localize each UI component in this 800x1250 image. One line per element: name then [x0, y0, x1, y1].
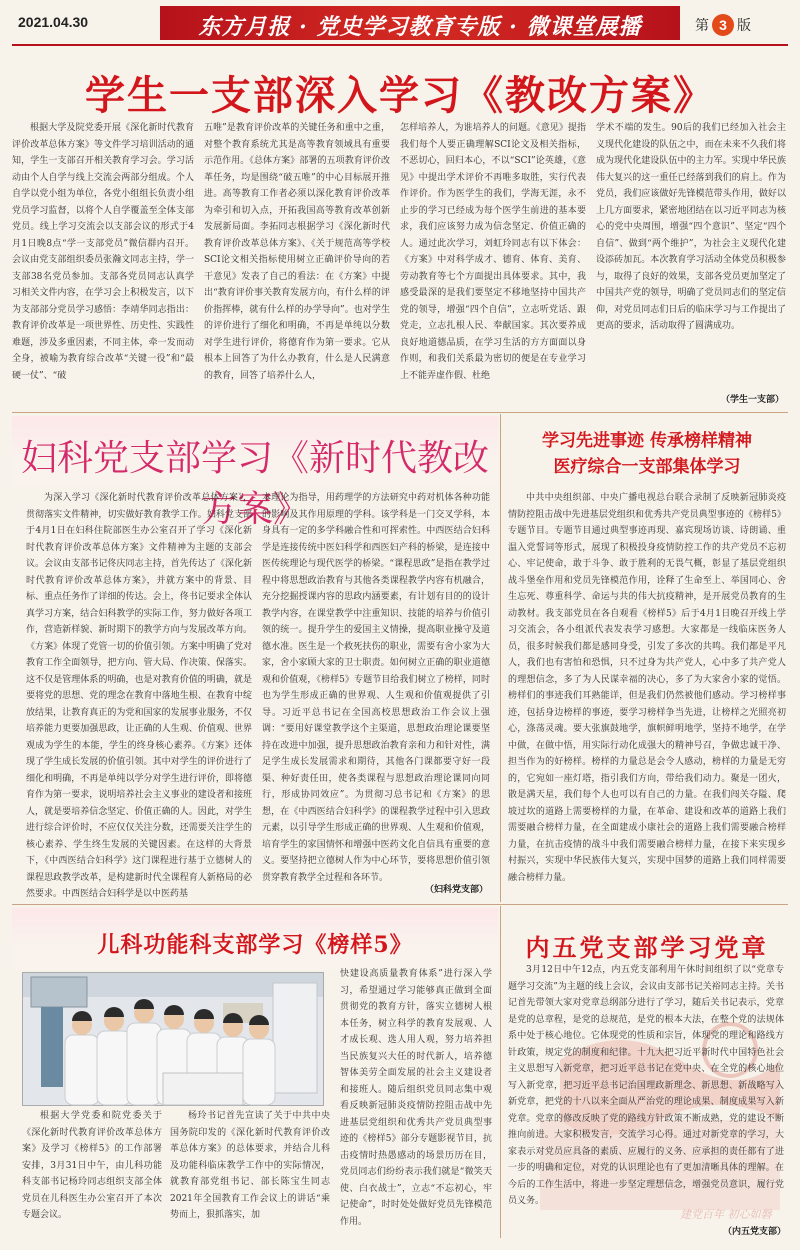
group-photo — [22, 972, 324, 1106]
article1-column-3 — [400, 120, 586, 410]
article5-title: 内五党支部学习党章 — [525, 933, 769, 962]
header-divider — [12, 44, 788, 46]
article1-title: 学生一支部深入学习《教改方案》 — [85, 72, 715, 119]
article4-title: 儿科功能科支部学习《榜样5》 — [97, 932, 413, 958]
article2-col2-text: 本理论为指导，用药理学的方法研究中药对机体各种功能的影响及其作用原理的学科。该学科是一门交叉学科，本身具有一定的多学科融合性和可挥索性。中西医结合妇科学是连接传统中医妇科学和西医妇产科的桥梁，是连接中医传统理论与现代医学的桥梁。“课程思政”是指在教学过程中将思想政治教育与其他各类课程教学内容有机融合，充分挖掘授课内容的思政内涵要素，有计划有目的的设计教学内容，在课堂教学中注重知识、技能的培养与价值引领的统一。提升学生的爱国主义情操，提高职业操守及道德水准。医生是一个救死扶伤的职业，需要有舍小家为大家，舍小家顾大家的卫士职责。如何树立正确的职业道德观和价值观，《榜样5》专题节目给我们树立了榜样，同时也为学生形成正确的世界观、人生观和价值观提供了引导。习近平总书记在全国高校思想政治工作会议上强调：“要用好课堂教学这个主渠道，思想政治理论课要坚持在改进中加强，提升思想政治教育亲和力和针对性，满足学生成长发展需求和期待，其他各门课都要守好一段渠、种好责任田，使各类课程与思想政治理论课同向同行，形成协同效应”。为贯彻习总书记和《方案》的思想，在《中西医结合妇科学》的课程教学过程中引入思政元素，以引导学生形成正确的世界观、人生观和价值观，培育学生的家国情怀和增强中医药文化自信具有重要的意义。要坚持把立德树人作为中心环节，要将思想价值引领贯穿教育教学全过程和各环节。 — [262, 493, 490, 883]
article3-body-text: 中共中央组织部、中央广播电视总台联合录制了反映新冠肺炎疫情防控阻击战中先进基层党组织和优秀共产党员典型事迹的《榜样5》专题节目。专题节目通过典型事迹再现、嘉宾现场访谈、诗朗诵、重温入党誓词等形式，展现了积极投身疫情防控工作的共产党员不忘初心、牢记使命，敢于斗争、敢于胜利的无畏气概，彰显了基层党组织战斗堡垒作用和党员先锋模范作用，诠释了生命至上、举国同心、舍生忘死、尊重科学、命运与共的伟大抗疫精神，是开展党员教育的生动教材。我支部党员在各自观看《榜样5》后于4月1日晚召开线上学习交流会，各小组派代表发表学习感想。大家都是一线临床医务人员，很多时候我们都是感同身受，引发了多次的共鸣。我们都是平凡人，我们也有害怕和恐惧，只不过身为共产党人，心中多了共产党人的理想信念，多了为人民谋幸福的决心，多了为大家舍小家的觉悟。榜样们的事迹我们耳熟能详，但是我们仍然被他们感动。学习榜样事迹，包括身边榜样的事迹，要学习榜样争当先进，让榜样之光照亮初心，涤荡灵魂。要大张旗鼓地学，旗帜鲜明地学，坚持不地学，在学中做，在做中悟，用实际行动化成强大的精神号召，争做忠诚干净、担当作为的好榜样。榜样的力量总是会令人感动，榜样的力量是无穷的，它宛如一座灯塔，指引我们方向，带给我们动力。聚是一团火，散是满天星，我们每个人也可以有自己的力量。在我们闯关夺隘、爬坡过坎的道路上需要榜样的力量，在革命、建设和改革的道路上我们需要融合榜样力量，在全面建成小康社会的道路上我们需要融合榜样力量，在抗击疫情的战斗中我们需要融合榜样力量，在接下来实现乡村振兴，实现中华民族伟大复兴，实现中国梦的道路上我们同样需要融合榜样力量。 — [508, 493, 786, 883]
divider-1 — [12, 412, 788, 413]
article4-col2-text: 杨玲书记首先宣读了关于中共中央国务院印发的《深化新时代教育评价改革总体方案》的总体要求，并结合儿科及功能科临床教学工作中的实际情况，就教育部党组书记、部长陈宝生同志2021年全国教育工作会议上的讲话“乘势而上，狠抓落实，加 — [170, 1111, 330, 1220]
article1-col1-text: 根据大学及院党委开展《深化新时代教育评价改革总体方案》等文件学习培训活动的通知，学生一支部召开相关教育学习会。学习活动由个人自学与线上交流会两部分组成。个人自学以党小组为单位，各党小组组长负责小组党员学习监督，以将个人自学覆盖至全体支部党员。线上学习交流会以支部会议的形式于4月1日晚8点“学一支部党员”微信群内召开。会议由党支部组织委员张瀚文同志主持，学一支部38名党员参加。支部各党员同志认真学习相关文件内容，在学习会上积极发言，以下为支部部分党员学习感悟：李靖华同志指出：教育评价改革是一项世界性、历史性、实践性难题，涉及多重因素，不同主体，牵一发而动全身，被喻为教育综合改革“关键一役”和“最硬一仗”、“破 — [12, 123, 194, 381]
article4-col1-text: 根据大学党委和院党委关于《深化新时代教育评价改革总体方案》及学习《榜样5》的工作部署安排，3月31日中午，由儿科功能科支部书记杨玲同志组织支部全体党员在儿科医生办公室召开了本次专题会议。 — [22, 1111, 162, 1220]
article2-signature: （妇科党支部） — [424, 885, 488, 895]
article2-title: 妇科党支部学习《新时代教改方案》 — [20, 438, 489, 530]
article1-col3-text: 怎样培养人，为谁培养人的问题。《意见》提指我们每个人要正确理解SCI论文及相关指标，不恶切心，回归本心，不以“SCI”论英雄，《意见》中提出学术评价不再唯多取胜，实行代表作评价。作为医学生的我们，学海无涯，永不止步的学习已经成为每个医学生前进的基本要求，我们应该努力成为信念坚定、价值正确的人。通过此次学习，刘虹玲同志有以下体会：《方案》中对科学成才、德育、体育、美育、劳动教育等七个方面提出具体要求。其中，我感受最深的是我们要坚定不移地坚持中国共产党的领导，增强“四个自信”，立志听党话、跟党走，立志扎根人民、奉献国家。其次要养成良好地道德品质，在学习生活的方方面面以身作则，和我们关系最为密切的便是在专业学习上不能弄虚作假、杜绝 — [400, 123, 586, 381]
divider-vertical-2 — [500, 906, 501, 1238]
article2-column-2 — [262, 490, 490, 883]
divider-vertical-1 — [500, 414, 501, 902]
divider-2 — [12, 904, 788, 905]
article1-column-2 — [204, 120, 390, 410]
watermark-text: 建党百年 初心如磐 — [680, 1208, 772, 1221]
edition-suffix: 版 — [737, 17, 751, 33]
article5-body-text: 3月12日中午12点，内五党支部利用午休时间组织了以“党章专题学习交流”为主题的线上会议，会议由支部书记关裕同志主持。关书记首先带领大家对党章总纲部分进行了学习，随后关书记表示，党章是党的总章程，是党的总规范，是党的根本大法，在整个党的法规体系中处于核心地位。它体现党的性质和宗旨，体现党的理论和路线方针政策，规定党的制度和纪律。十九大把习近平新时代中国特色社会主义思想写入新党章，把习近平总书记在党中央、在全党的核心地位写入新党章，把习近平总书记治国理政新理念、新思想、新战略写入新党章，把党的十八以来全面从严治党的理论成果、制度成果写入新党章。党章的修改反映了党的路线方针政策不断成熟，党的建设不断推向前进。大家积极发言，交流学习心得。通过对新党章的学习，大家表示对党员应具备的素质、应履行的义务、应承担的责任都有了进一步的明确和定位，对党的认识理论也有了更加清晰具体的理解。在今后的工作生活中，将进一步坚定理想信念，增强党员意识，履行党员义务。 — [508, 965, 784, 1206]
edition-number — [695, 14, 751, 36]
article3-title-line1: 学习先进事迹 传承榜样精神 — [542, 431, 752, 451]
article1-col4-text: 学术不端的发生。90后的我们已经加入社会主义现代化建设的队伍之中，而在未来不久我们将成为现代化建设队伍中的主力军。实现中华民族伟大复兴的这一重任已经落到我们的肩上。作为党员，我们应该做好先锋模范带头作用，做好以上几方面要求，紧密地团结在以习近平同志为核心的党中央周围，增强“四个意识”、坚定“四个自信”、做到“两个维护”，为社会主义现代化建设添砖加瓦。本次教育学习活动全体党员积极参与，取得了良好的效果，支部各党员更加坚定了中国共产党的领导，明确了党员同志们的坚定信仰，对党员同志们日后的临床学习与工作提出了更高的要求，活动取得了圆满成功。 — [596, 123, 786, 331]
article4-column-2 — [170, 1108, 330, 1238]
edition-number-badge: 3 — [712, 14, 734, 36]
article3-title-line2: 医疗综合一支部集体学习 — [553, 457, 741, 477]
article1-column-1 — [12, 120, 194, 410]
issue-date: 2021.04.30 — [18, 14, 89, 30]
article4-column-3 — [340, 966, 492, 1236]
article4-column-1 — [22, 1108, 162, 1238]
group-photo-illustration — [23, 973, 323, 1105]
article1-column-4 — [596, 120, 786, 392]
edition-prefix: 第 — [695, 17, 709, 33]
header-banner-text: 东方月报 · 党史学习教育专版 · 微课堂展播 — [198, 14, 642, 40]
article5-column — [508, 962, 784, 1220]
article5-signature: （内五党支部） — [722, 1227, 786, 1237]
article2-column-1 — [26, 490, 252, 899]
article1-signature: （学生一支部） — [720, 395, 784, 405]
article3-column — [508, 490, 786, 898]
article1-col2-text: 五唯”是教育评价改革的关键任务和重中之重，对整个教育系统尤其是高等教育领域具有重要示范作用。《总体方案》部署的五项教育评价改革任务，均是围绕“破五唯”的中心目标展开推进。高等教育工作者必须以深化教育评价改革为牵引和切入点，开拓我国高等教育改革创新发展新局面。李拓同志根据学习《深化新时代教育评价改革总体方案》、《关于规范高等学校SCI论文相关指标使用树立正确评价导向的若干意见》发表了自己的看法：在《方案》中提出“教育评价事关教育发展方向，有什么样的评价指挥棒，就有什么样的办学导向”。也对学生的评价进行了细化和明确，不再是单纯以分数对学生进行评价，将德育作为第一要求。它从根本上回答了为什么办教育，什么是人民满意的教育，回答了培养什么人， — [204, 123, 390, 381]
article4-col3-text: 快建设高质量教育体系”进行深入学习，希望通过学习能够真正做到全面贯彻党的教育方针，落实立德树人根本任务，树立科学的教育发展观、人才成长观、选人用人观，努力培养担当民族复兴大任的时代新人，培养德智体美劳全面发展的社会主义建设者和接班人。随后组织党员同志集中观看反映新冠肺炎疫情防控阻击战中先进基层党组织和优秀共产党员典型事迹的《榜样5》部分专题影视节目，抗击疫情时热愚感动的场景历历在目，党员同志们纷纷表示我们就是“微笑天使、白衣战士”，立志“不忘初心，牢记使命”，时时处处做好党员先锋模范作用。 — [340, 969, 492, 1227]
article2-col1-text: 为深入学习《深化新时代教育评价改革总体方案》，贯彻落实文件精神，切实做好教育教学工作。妇科党支部于4月1日在妇科住院部医生办公室召开了学习《深化新时代教育评价改革总体方案》文件精神为主题的支部会议。会议由支部书记佟庆同志主持，首先传达了《深化新时代教育评价改革总体方案》，并就方案中的背景、目标、重点任务作了详细的传达。会上，佟书记要求全体认真学习方案，结合妇科教学的实际工作，努力做好各项工作，营造新样貌、新时期下的教学方向与发展改革方向。《方案》体现了党管一切的价值引领。方案中明确了党对教育工作全面领导，把方向、管大局、作决策、保落实。这不仅是管理体系的明确，也是对教育价值的明确，就是要将党的思想、党的理念在教育中落地生根、在教育中绽放结果，让教育真正的为党和国家的发展事业服务，不仅培养能力更要加强思政，让正确的人生观、价值观、世界观成为学生的本能，学生的终身核心素养。《方案》还体现了学生成长发展的价值引领。其中对学生的评价进行了细化和明确，不再是单纯以学分对学生进行评价，即将德育作为第一要求，说明培养社会主义事业的建设者和接班人，就是要培养信念坚定、价值正确的人。因此，对学生进行综合评价时，不应仅仅关注分数，还需要关注学生的核心素养、学生终生发展的关键因素。在这样的大背景下，《中西医结合妇科学》这门课程进行基于立德树人的课程思政教学改革，是构建新时代全课程育人新格局的必然要求。中西医结合妇科学是以中医药基 — [26, 493, 252, 899]
